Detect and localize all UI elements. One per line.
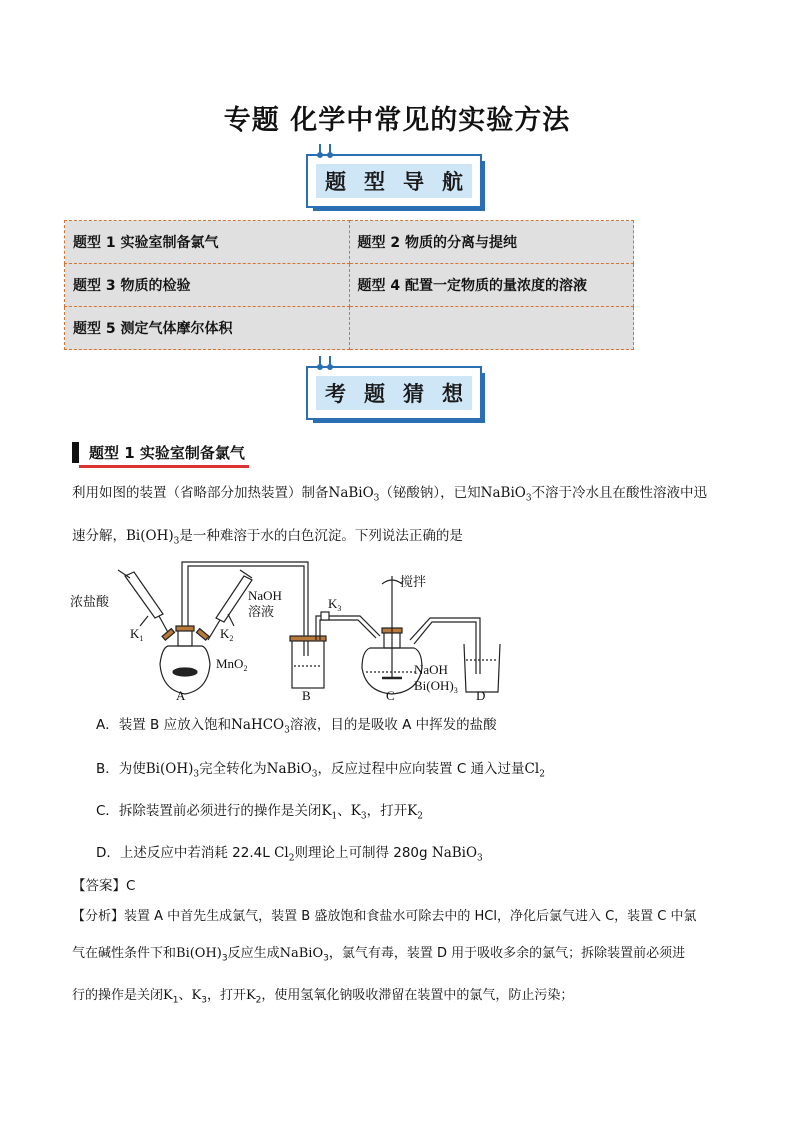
valve-label: K bbox=[321, 803, 332, 819]
subscript: 3 bbox=[323, 953, 329, 964]
valve-label: K bbox=[191, 988, 202, 1003]
banner-frame bbox=[306, 154, 482, 208]
banner-char: 导 bbox=[403, 170, 424, 194]
table-row bbox=[65, 264, 634, 307]
label-k1: $K_1$ bbox=[130, 626, 144, 643]
subscript: 3 bbox=[360, 811, 367, 822]
subscript: 3 bbox=[311, 769, 318, 780]
binder-rings-icon bbox=[314, 356, 338, 370]
text: ，打开 bbox=[206, 988, 246, 1003]
banner-frame bbox=[306, 366, 482, 420]
subscript: 3 bbox=[173, 536, 180, 547]
analysis-line-2 bbox=[72, 944, 685, 969]
text: A．装置 B 应放入饱和 bbox=[96, 717, 232, 733]
valve-label: K bbox=[163, 988, 173, 1003]
subscript: 1 bbox=[172, 995, 179, 1006]
table-cell bbox=[349, 307, 634, 350]
text: ，打开 bbox=[366, 803, 408, 819]
banner-char: 题 bbox=[364, 382, 385, 406]
chem-formula: NaBiO bbox=[431, 845, 478, 861]
banner-inner bbox=[316, 376, 472, 410]
label-d: D bbox=[476, 688, 486, 703]
chem-formula: NaBiO bbox=[328, 485, 374, 501]
answer: 【答案】C bbox=[72, 878, 136, 894]
label-b: B bbox=[302, 688, 311, 703]
chem-formula: NaBiO bbox=[279, 946, 324, 961]
text: ，氯气有毒，装置 D 用于吸收多余的氯气；拆除装置前必须进 bbox=[328, 946, 686, 961]
label-k3: $K_3$ bbox=[328, 596, 342, 613]
table-row bbox=[65, 307, 634, 350]
page-title: 专题 化学中常见的实验方法 bbox=[223, 105, 571, 136]
banner-char: 想 bbox=[442, 382, 463, 406]
banner-char: 航 bbox=[442, 170, 463, 194]
analysis-line-3 bbox=[72, 986, 573, 1011]
table-cell: 题型 3 物质的检验 bbox=[65, 264, 350, 307]
label-naoh: NaOH bbox=[248, 588, 282, 603]
subscript: 2 bbox=[255, 995, 262, 1006]
text: 气在碱性条件下和 bbox=[72, 946, 177, 961]
section-underline bbox=[79, 465, 249, 468]
banner-char: 型 bbox=[364, 170, 385, 194]
text: 利用如图的装置（省略部分加热装置）制备 bbox=[72, 485, 329, 501]
subscript: 3 bbox=[525, 493, 532, 504]
option-c bbox=[96, 799, 423, 822]
analysis-line-1: 【分析】装置 A 中首先生成氯气，装置 B 盛放饱和食盐水可除去中的 HCl，净化后氯气进入 C，装置 C 中氯 bbox=[72, 909, 697, 924]
section-heading-text: 题型 1 实验室制备氯气 bbox=[89, 444, 245, 462]
label-solution: 溶液 bbox=[248, 604, 275, 619]
banner-char: 猜 bbox=[403, 382, 424, 406]
question-type-table bbox=[64, 220, 634, 350]
label-bioh3: $Bi(OH)_3$ bbox=[414, 678, 458, 695]
subscript: 2 bbox=[539, 769, 545, 780]
text: 溶液，目的是吸收 A 中挥发的盐酸 bbox=[289, 717, 497, 733]
banner-predicted-questions bbox=[306, 366, 486, 422]
chem-formula: Cl bbox=[274, 845, 289, 861]
text: ，使用氢氧化钠吸收滞留在装置中的氯气，防止污染； bbox=[261, 988, 574, 1003]
text: 不溶于冷水且在酸性溶液中迅 bbox=[531, 485, 708, 501]
option-a bbox=[96, 713, 497, 736]
text: 行的操作是关闭 bbox=[72, 988, 164, 1003]
section-heading bbox=[72, 442, 245, 463]
question-stem-line-1 bbox=[72, 483, 707, 509]
subscript: 3 bbox=[221, 953, 228, 964]
subscript: 1 bbox=[331, 811, 338, 822]
banner-inner bbox=[316, 164, 472, 198]
table-row bbox=[65, 221, 634, 264]
apparatus-diagram bbox=[70, 556, 510, 704]
subscript: 3 bbox=[193, 769, 200, 780]
beaker-d bbox=[464, 644, 500, 692]
text: 则理论上可制得 280g bbox=[294, 845, 432, 861]
text: C．拆除装置前必须进行的操作是关闭 bbox=[96, 803, 322, 819]
text: 、 bbox=[337, 803, 351, 819]
subscript: 3 bbox=[284, 725, 290, 736]
label-stir: 搅拌 bbox=[400, 574, 427, 589]
chem-formula: NaBiO bbox=[266, 761, 312, 777]
chem-formula: Cl bbox=[524, 761, 540, 777]
text: 完全转化为 bbox=[199, 761, 267, 777]
valve-label: K bbox=[245, 988, 256, 1003]
subscript: 3 bbox=[201, 995, 207, 1006]
label-c: C bbox=[386, 688, 395, 703]
label-naoh-c: NaOH bbox=[414, 662, 448, 677]
option-b bbox=[96, 757, 545, 780]
label-k2: $K_2$ bbox=[220, 626, 234, 643]
subscript: 2 bbox=[288, 853, 295, 864]
stopper bbox=[176, 626, 194, 631]
chem-formula: NaHCO bbox=[231, 717, 285, 733]
binder-rings-icon bbox=[314, 144, 338, 158]
table-cell: 题型 5 测定气体摩尔体积 bbox=[65, 307, 350, 350]
label-mno2: MnO$_2$ bbox=[216, 656, 248, 673]
text: D．上述反应中若消耗 22.4L bbox=[96, 845, 275, 861]
banner-question-types bbox=[306, 154, 486, 210]
text: 是一种难溶于水的白色沉淀。下列说法正确的是 bbox=[179, 528, 463, 544]
subscript: 3 bbox=[373, 493, 380, 504]
text: 速分解， bbox=[72, 528, 126, 544]
funnel-naoh bbox=[216, 576, 252, 622]
chem-formula: NaBiO bbox=[480, 485, 526, 501]
banner-char: 考 bbox=[325, 382, 346, 406]
label-conc-hcl: 浓盐酸 bbox=[70, 594, 110, 609]
valve-label: K bbox=[407, 803, 418, 819]
text: ，反应过程中应向装置 C 通入过量 bbox=[317, 761, 525, 777]
valve-label: K bbox=[350, 803, 361, 819]
option-d bbox=[96, 841, 483, 864]
chem-formula: Bi(OH) bbox=[145, 761, 194, 777]
chem-formula: Bi(OH) bbox=[126, 528, 174, 544]
text: 反应生成 bbox=[227, 946, 280, 961]
text: B．为使 bbox=[96, 761, 146, 777]
mno2-solid bbox=[173, 668, 197, 676]
question-stem-line-2 bbox=[72, 526, 463, 552]
subscript: 3 bbox=[477, 853, 483, 864]
label-a: A bbox=[176, 688, 186, 703]
table-cell: 题型 4 配置一定物质的量浓度的溶液 bbox=[349, 264, 634, 307]
banner-char: 题 bbox=[325, 170, 346, 194]
flask-a-neck bbox=[178, 630, 192, 646]
table-cell: 题型 2 物质的分离与提纯 bbox=[349, 221, 634, 264]
text: （铋酸钠），已知 bbox=[379, 485, 481, 501]
chem-formula: Bi(OH) bbox=[176, 946, 222, 961]
funnel-hcl bbox=[125, 572, 163, 618]
subscript: 2 bbox=[417, 811, 423, 822]
table-cell: 题型 1 实验室制备氯气 bbox=[65, 221, 350, 264]
text: 、 bbox=[178, 988, 192, 1003]
